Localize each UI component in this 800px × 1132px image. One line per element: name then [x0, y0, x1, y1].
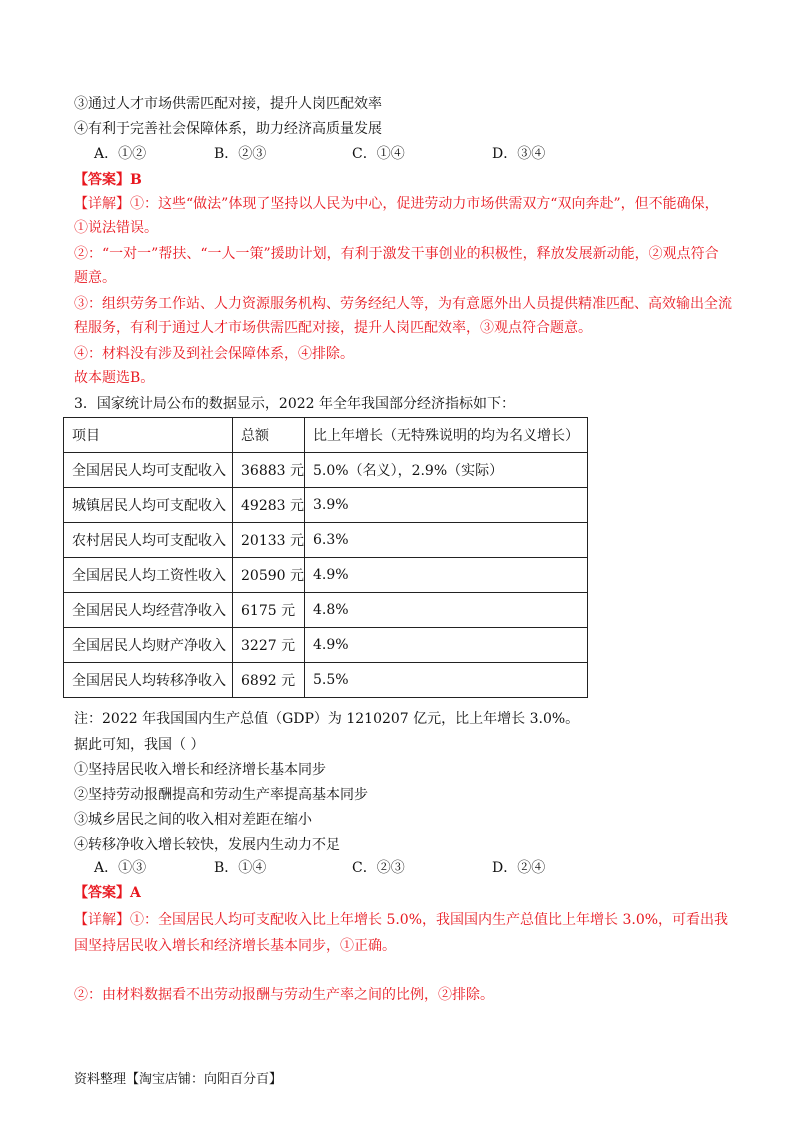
- q2-detail-3: ③：组织劳务工作站、人力资源服务机构、劳务经纪人等，为有意愿外出人员提供精准匹配、高效输出全流程服务，有利于通过人才市场供需匹配对接，提升人岗匹配效率，③观点符合题意。: [74, 296, 732, 336]
- table-row: [64, 523, 588, 558]
- table-cell: 36883 元: [233, 453, 305, 488]
- q2-item-4: ④有利于完善社会保障体系，助力经济高质量发展: [74, 121, 382, 137]
- q2-option-a: A．①②: [94, 146, 147, 162]
- q2-answer: [74, 170, 142, 190]
- table-cell: 4.9%: [305, 558, 588, 593]
- q2-option-c: C．①④: [352, 146, 405, 162]
- table-row: [64, 593, 588, 628]
- table-cell: 5.5%: [305, 663, 588, 698]
- q3-option-b: B．①④: [214, 860, 267, 876]
- q3-option-d: D．②④: [492, 860, 546, 876]
- table-row: [64, 453, 588, 488]
- q3-prompt: 据此可知，我国（ ）: [74, 737, 205, 753]
- q2-answer-label: 【答案】: [74, 172, 130, 188]
- table-header-cell: 比上年增长（无特殊说明的均为名义增长）: [305, 418, 588, 453]
- q3-note: 注：2022 年我国国内生产总值（GDP）为 1210207 亿元，比上年增长 3.0%。: [74, 711, 580, 727]
- table-cell: 全国居民人均转移净收入: [64, 663, 233, 698]
- table-cell: 5.0%（名义），2.9%（实际）: [305, 453, 588, 488]
- q3-option-a: A．①③: [94, 860, 147, 876]
- q3-detail-2: ②：由材料数据看不出劳动报酬与劳动生产率之间的比例，②排除。: [74, 987, 494, 1003]
- table-header-row: [64, 418, 588, 453]
- table-cell: 3227 元: [233, 628, 305, 663]
- q3-item-1: ①坚持居民收入增长和经济增长基本同步: [74, 762, 326, 778]
- table-header-cell: 总额: [233, 418, 305, 453]
- q3-answer-value: A: [130, 885, 141, 901]
- economic-indicators-table: [63, 417, 588, 698]
- q2-option-d: D．③④: [492, 146, 546, 162]
- table-row: [64, 488, 588, 523]
- table-cell: 城镇居民人均可支配收入: [64, 488, 233, 523]
- table-row: [64, 628, 588, 663]
- q3-answer: [74, 883, 141, 903]
- q3-item-4: ④转移净收入增长较快，发展内生动力不足: [74, 837, 340, 853]
- table-cell: 全国居民人均经营净收入: [64, 593, 233, 628]
- table-cell: 全国居民人均工资性收入: [64, 558, 233, 593]
- table-cell: 4.8%: [305, 593, 588, 628]
- q3-detail-1: 【详解】①：全国居民人均可支配收入比上年增长 5.0%，我国国内生产总值比上年增长 3.0%，可看出我国坚持居民收入增长和经济增长基本同步，①正确。: [74, 912, 729, 954]
- q3-answer-label: 【答案】: [74, 885, 130, 901]
- table-cell: 全国居民人均可支配收入: [64, 453, 233, 488]
- q2-item-3: ③通过人才市场供需匹配对接，提升人岗匹配效率: [74, 96, 382, 112]
- q2-detail-1: 【详解】①：这些“做法”体现了坚持以人民为中心，促进劳动力市场供需双方“双向奔赴”，但不能确保，①说法错误。: [74, 196, 719, 236]
- table-cell: 6175 元: [233, 593, 305, 628]
- table-cell: 全国居民人均财产净收入: [64, 628, 233, 663]
- q3-stem: 3．国家统计局公布的数据显示，2022 年全年我国部分经济指标如下：: [74, 396, 515, 412]
- table-cell: 6892 元: [233, 663, 305, 698]
- q2-detail-4: ④：材料没有涉及到社会保障体系，④排除。: [74, 346, 354, 362]
- table-cell: 49283 元: [233, 488, 305, 523]
- q3-options: [94, 858, 694, 878]
- table-cell: 20590 元: [233, 558, 305, 593]
- table-row: [64, 558, 588, 593]
- q3-item-3: ③城乡居民之间的收入相对差距在缩小: [74, 812, 312, 828]
- q2-options: [94, 144, 694, 164]
- q3-item-2: ②坚持劳动报酬提高和劳动生产率提高基本同步: [74, 787, 368, 803]
- table-header-cell: 项目: [64, 418, 233, 453]
- table-cell: 4.9%: [305, 628, 588, 663]
- table-cell: 20133 元: [233, 523, 305, 558]
- table-cell: 6.3%: [305, 523, 588, 558]
- q3-option-c: C．②③: [352, 860, 405, 876]
- q2-answer-value: B: [130, 172, 142, 188]
- table-cell: 3.9%: [305, 488, 588, 523]
- footer-source: 资料整理【淘宝店铺：向阳百分百】: [74, 1072, 283, 1087]
- q2-conclusion: 故本题选B。: [74, 370, 155, 386]
- q2-option-b: B．②③: [214, 146, 267, 162]
- q2-detail-2: ②：“一对一”帮扶、“一人一策”援助计划，有利于激发干事创业的积极性，释放发展新动能，②观点符合题意。: [74, 246, 719, 286]
- table-row: [64, 663, 588, 698]
- table-cell: 农村居民人均可支配收入: [64, 523, 233, 558]
